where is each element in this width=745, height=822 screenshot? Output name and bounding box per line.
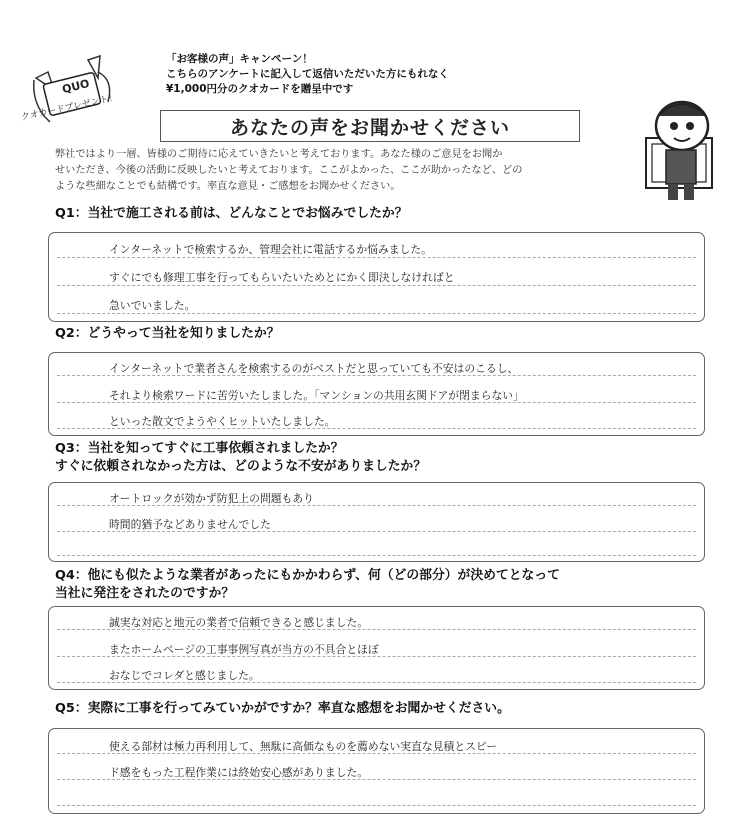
- answer-1-line-2: すぐにでも修理工事を行ってもらいたいためとにかく即決しなければと: [109, 271, 455, 284]
- question-2-label: [55, 325, 280, 343]
- quo-card-label: QUO: [60, 76, 91, 97]
- question-4-label: [55, 567, 560, 603]
- question-1-label: [55, 205, 408, 223]
- answer-5-line-1: 使える部材は極力再利用して、無駄に高価なものを薦めない実直な見積とスピー: [109, 740, 498, 753]
- answer-3-line-2: 時間的猶予などありませんでした: [109, 518, 271, 531]
- answer-2-line-2: それより検索ワードに苦労いたしました。「マンションの共用玄関ドアが閉まらない」: [109, 389, 524, 402]
- intro-line-2: せいただき、今後の活動に反映したいと考えております。ここがよかった、ここが助かったなど、どの: [55, 165, 523, 176]
- quo-card-icon: [28, 50, 138, 140]
- answer-2-line-1: インターネットで業者さんを検索するのがベストだと思っていても不安はのこるし、: [109, 362, 519, 375]
- question-4-text-2: 当社に発注をされたのですか？: [55, 586, 235, 601]
- promo-line-1: 「お客様の声」キャンペーン！: [166, 53, 313, 65]
- answer-box-3: [48, 482, 705, 562]
- answer-box-1: [48, 232, 705, 322]
- question-1-text: Q1：当社で施工される前は、どんなことでお悩みでしたか？: [55, 206, 408, 221]
- question-3-label: [55, 440, 426, 476]
- question-4-text-1: Q4：他にも似たような業者があったにもかかわらず、何（どの部分）が決めてとなって: [55, 568, 560, 583]
- mascot-icon: [640, 96, 720, 204]
- question-2-text: Q2：どうやって当社を知りましたか？: [55, 326, 280, 341]
- intro-line-1: 弊社ではより一層、皆様のご期待に応えていきたいと考えております。あなた様のご意見をお聞か: [55, 149, 503, 160]
- question-3-text-1: Q3：当社を知ってすぐに工事依頼されましたか？: [55, 441, 344, 456]
- quo-card-caption: クオカードプレゼント！: [20, 92, 119, 124]
- question-5-label: [55, 700, 510, 718]
- answer-box-4: [48, 606, 705, 690]
- intro-text: [55, 147, 615, 195]
- answer-1-line-3: 急いでいました。: [109, 299, 196, 312]
- mascot-illustration: [640, 96, 720, 204]
- answer-box-2: [48, 352, 705, 436]
- quo-card-illustration: [28, 50, 138, 140]
- promo-line-2: こちらのアンケートに記入して返信いただいた方にもれなく: [166, 68, 449, 80]
- question-3-text-2: すぐに依頼されなかった方は、どのような不安がありましたか？: [55, 459, 427, 474]
- intro-line-3: ような些細なことでも結構です。率直な意見・ご感想をお聞かせください。: [55, 181, 401, 192]
- page-title: あなたの声をお聞かせください: [160, 110, 580, 142]
- answer-4-line-1: 誠実な対応と地元の業者で信頼できると感じました。: [109, 616, 369, 629]
- answer-5-line-2: ド感をもった工程作業には終始安心感がありました。: [109, 766, 369, 779]
- answer-4-line-3: おなじでコレダと感じました。: [109, 669, 260, 682]
- answer-3-line-1: オートロックが効かず防犯上の問題もあり: [109, 492, 314, 505]
- answer-1-line-1: インターネットで検索するか、管理会社に電話するか悩みました。: [109, 243, 432, 256]
- question-5-text: Q5：実際に工事を行ってみていかがですか？率直な感想をお聞かせください。: [55, 701, 510, 716]
- promo-line-3: ¥1,000円分のクオカードを贈呈中です: [166, 83, 354, 95]
- answer-box-5: [48, 728, 705, 814]
- answer-2-line-3: といった散文でようやくヒットいたしました。: [109, 415, 336, 428]
- promo-text: [166, 52, 449, 97]
- answer-4-line-2: またホームページの工事事例写真が当方の不具合とほぼ: [109, 643, 379, 656]
